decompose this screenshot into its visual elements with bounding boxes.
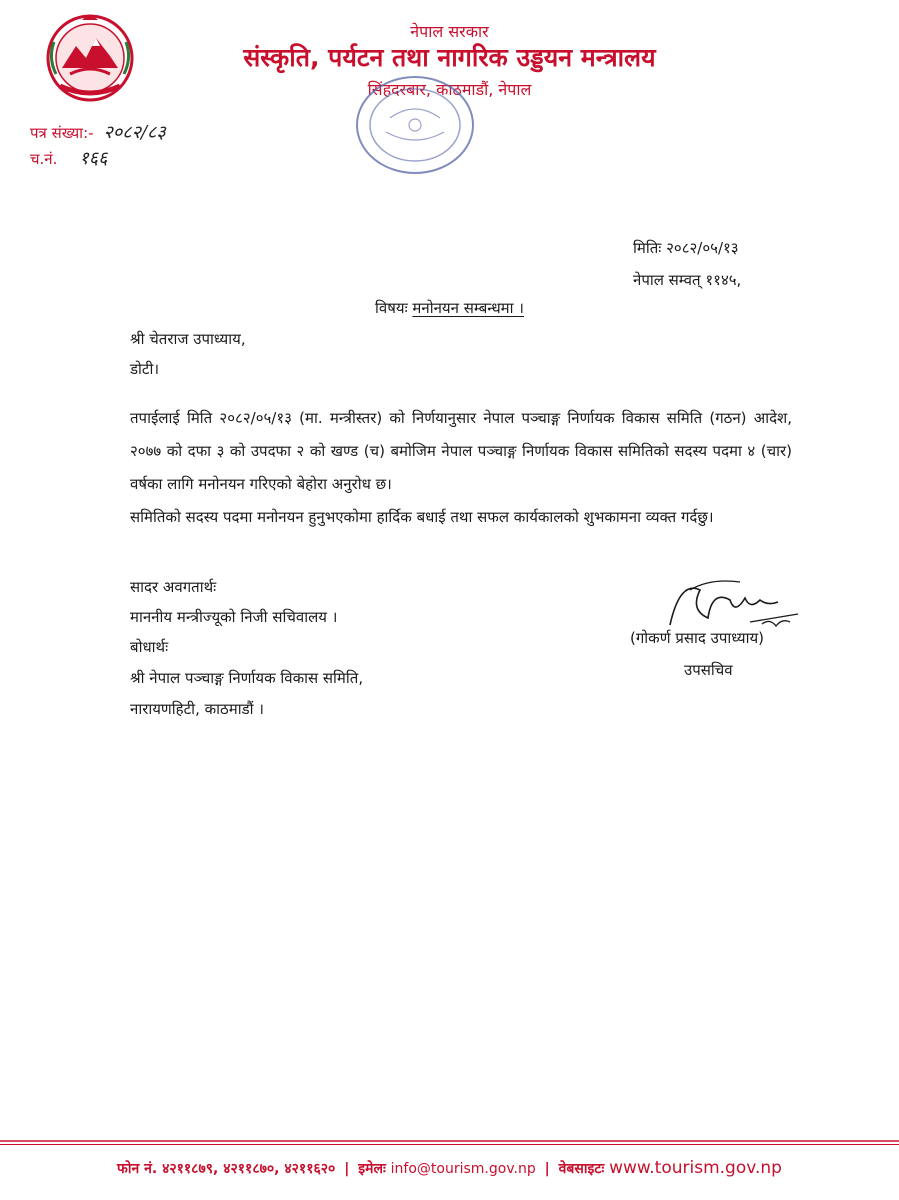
dispatch-number-value: १६६: [79, 148, 108, 169]
letter-number-label: पत्र संख्या:-: [30, 124, 94, 142]
nepal-sambat-line: नेपाल सम्वत् ११४५,: [633, 271, 742, 289]
signatory-name: (गोकर्ण प्रसाद उपाध्याय): [630, 629, 765, 647]
action-recipient-line-1: श्री नेपाल पञ्चाङ्ग निर्णायक विकास समिति,: [130, 669, 364, 687]
subject-line: [0, 298, 899, 318]
footer-website[interactable]: www.tourism.gov.np: [609, 1158, 782, 1178]
body-paragraph-2: समितिको सदस्य पदमा मनोनयन हुनुभएकोमा हार्दिक बधाई तथा सफल कार्यकालको शुभकामना व्यक्त गर्दछु।: [130, 508, 714, 526]
footer-contact: फोन नं. ४२११८७९, ४२११८७०, ४२११६२० | इमेलः info@tourism.gov.np | वेबसाइटः www.tourism.gov.np: [117, 1158, 782, 1178]
recipient-place: डोटी।: [130, 360, 160, 378]
subject-text: मनोनयन सम्बन्धमा ।: [412, 299, 524, 317]
subject-label: विषयः: [375, 299, 408, 317]
signatory-title: उपसचिव: [684, 661, 733, 679]
dispatch-number: [30, 146, 107, 170]
ministry-address: सिंहदरबार, काठमाडौं, नेपाल: [367, 80, 532, 99]
info-recipient: माननीय मन्त्रीज्यूको निजी सचिवालय ।: [130, 608, 338, 626]
govt-heading: नेपाल सरकार: [410, 22, 489, 41]
dispatch-number-label: च.नं.: [30, 150, 58, 168]
date-line: मितिः २०८२/०५/१३: [633, 239, 739, 257]
footer-phone-values: ४२११८७९, ४२११८७०, ४२११६२०: [162, 1161, 336, 1177]
recipient-name: श्री चेतराज उपाध्याय,: [130, 330, 246, 348]
footer-web-label: वेबसाइटः: [558, 1161, 605, 1177]
letter-number: [30, 120, 166, 144]
footer-email-label: इमेलः: [358, 1161, 386, 1177]
footer-divider: [0, 1140, 899, 1146]
action-recipient-line-2: नारायणहिटी, काठमाडौं ।: [130, 700, 264, 718]
ministry-title: संस्कृति, पर्यटन तथा नागरिक उड्डयन मन्त्रालय: [243, 43, 656, 72]
body-paragraph-1: तपाईलाई मिति २०८२/०५/१३ (मा. मन्त्रीस्तर) को निर्णयानुसार नेपाल पञ्चाङ्ग निर्णायक विकास समिति (गठन) आदेश, २०७७ को दफा ३ को उपदफा २ को खण्ड (च) बमोजिम नेपाल पञ्चाङ्ग निर्णायक विकास समितिको सदस्य पदमा ४ (चार) वर्षका लागि मनोनयन गरिएको बेहोरा अनुरोध छ।: [130, 409, 792, 493]
letter-number-value: २०८२/८३: [103, 122, 166, 143]
footer-email[interactable]: info@tourism.gov.np: [390, 1161, 536, 1177]
info-label: सादर अवगतार्थः: [130, 578, 217, 596]
action-label: बोधार्थः: [130, 638, 169, 656]
office-stamp-icon: [350, 70, 480, 180]
footer-phone-label: फोन नं.: [117, 1161, 158, 1177]
